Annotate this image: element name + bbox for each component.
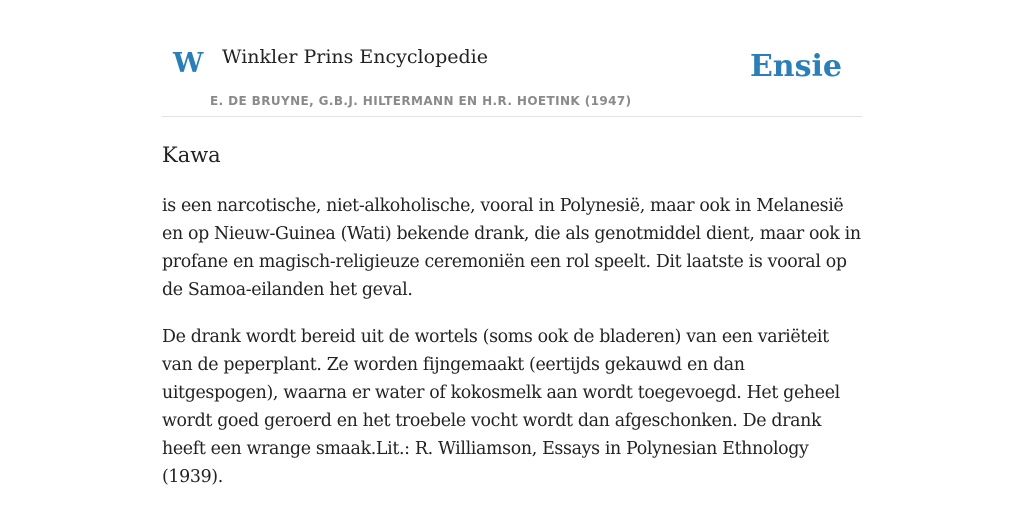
entry-paragraph: is een narcotische, niet-alkoholische, vooral in Polynesië, maar ook in Melanesië en op Nieuw-Guinea (Wati) bekende drank, die als genotmiddel dient, maar ook in profane en magisch-religieuze ceremoniën een rol speelt. Dit laatste is vooral op de Samoa-eilanden het geval.	[162, 196, 861, 301]
entry-card	[162, 0, 862, 491]
publication-authors: E. DE BRUYNE, G.B.J. HILTERMANN EN H.R. HOETINK (1947)	[210, 94, 632, 108]
ensie-logo[interactable]: Ensie	[749, 49, 842, 84]
publication-title[interactable]: Winkler Prins Encyclopedie	[222, 46, 488, 68]
entry-paragraph: De drank wordt bereid uit de wortels (soms ook de bladeren) van een variëteit van de peperplant. Ze worden fijngemaakt (eertijds gekauwd en dan uitgespogen), waarna er water of kokosmelk aan wordt toegevoegd. Het geheel wordt goed geroerd en het troebele vocht wordt dan afgeschonken. De drank heeft een wrange smaak.Lit.: R. Williamson, Essays in Polynesian Ethnology (1939).	[162, 327, 840, 488]
winkler-prins-logo[interactable]: W	[173, 48, 204, 79]
entry-term: Kawa	[162, 143, 221, 167]
source-header	[162, 0, 862, 117]
